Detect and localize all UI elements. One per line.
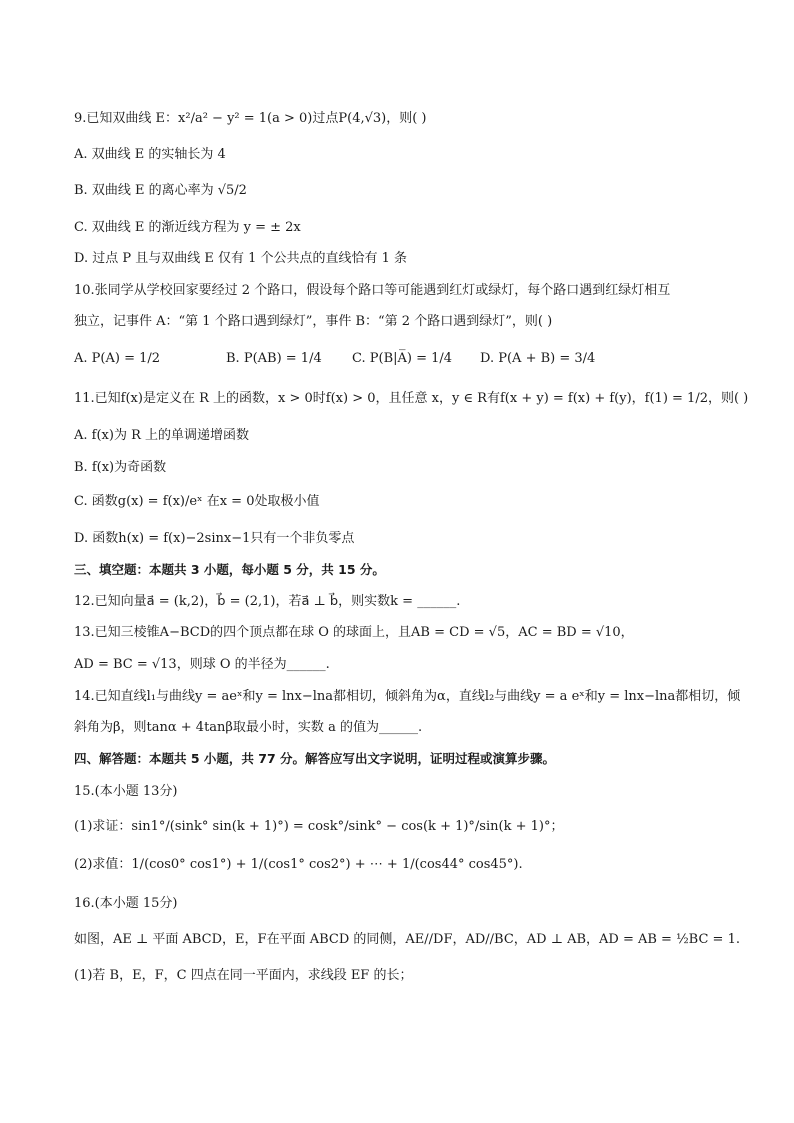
line-q16a: 如图，AE ⊥ 平面 ABCD，E，F在平面 ABCD 的同侧，AE//DF，AD//BC，AD ⊥ AB，AD = AB = ½BC = 1.: [74, 932, 740, 947]
line-sec4: 四、解答题：本题共 5 小题，共 77 分。解答应写出文字说明，证明过程或演算步骤。: [74, 751, 556, 766]
line-q15b: (2)求值：1/(cos0° cos1°) + 1/(cos1° cos2°) + ⋯ + 1/(cos44° cos45°).: [74, 857, 523, 872]
line-q11b: B. f(x)为奇函数: [74, 460, 167, 475]
option-q10-D: D. P(A + B) = 3/4: [480, 351, 596, 366]
line-q15a: (1)求证：sin1°/(sink° sin(k + 1)°) = cosk°/sink° − cos(k + 1)°/sin(k + 1)°；: [74, 819, 564, 834]
line-q14b: 斜角为β，则tanα + 4tanβ取最小时，实数 a 的值为______.: [74, 720, 423, 735]
line-q9a: A. 双曲线 E 的实轴长为 4: [74, 147, 226, 162]
line-q9: 9.已知双曲线 E：x²/a² − y² = 1(a > 0)过点P(4,√3)，则( ): [74, 111, 427, 126]
line-q11: 11.已知f(x)是定义在 R 上的函数，x > 0时f(x) > 0，且任意 x，y ∈ R有f(x + y) = f(x) + f(y)，f(1) = 1/2，则( ): [74, 391, 749, 406]
line-q11a: A. f(x)为 R 上的单调递增函数: [74, 428, 249, 443]
option-q10-A: A. P(A) = 1/2: [74, 351, 161, 366]
line-q10: 10.张同学从学校回家要经过 2 个路口，假设每个路口等可能遇到红灯或绿灯，每个路口遇到红绿灯相互: [74, 283, 671, 298]
line-q10b: 独立，记事件 A：“第 1 个路口遇到绿灯”，事件 B：“第 2 个路口遇到绿灯”，则( ): [74, 314, 553, 329]
line-q15: 15.(本小题 13分): [74, 784, 178, 799]
line-q11d: D. 函数h(x) = f(x)−2sinx−1只有一个非负零点: [74, 531, 355, 546]
option-q10-C: C. P(B|A̅) = 1/4: [352, 351, 453, 366]
line-q12: 12.已知向量a⃗ = (k,2)，b⃗ = (2,1)，若a⃗ ⊥ b⃗，则实数k = ______.: [74, 594, 461, 609]
line-q16b: (1)若 B，E，F，C 四点在同一平面内，求线段 EF 的长；: [74, 968, 413, 983]
line-q13: 13.已知三棱锥A−BCD的四个顶点都在球 O 的球面上，且AB = CD = √5，AC = BD = √10，: [74, 625, 634, 640]
line-q11c: C. 函数g(x) = f(x)/eˣ 在x = 0处取极小值: [74, 494, 320, 509]
line-sec3: 三、填空题：本题共 3 小题，每小题 5 分，共 15 分。: [74, 562, 385, 577]
line-q9c: C. 双曲线 E 的渐近线方程为 y = ± 2x: [74, 220, 301, 235]
line-q14: 14.已知直线l₁与曲线y = aeˣ和y = lnx−lna都相切，倾斜角为α，直线l₂与曲线y = a eˣ和y = lnx−lna都相切，倾: [74, 689, 741, 704]
line-q16: 16.(本小题 15分): [74, 896, 178, 911]
line-q9d: D. 过点 P 且与双曲线 E 仅有 1 个公共点的直线恰有 1 条: [74, 251, 408, 266]
line-q13b: AD = BC = √13，则球 O 的半径为______.: [74, 657, 330, 672]
option-q10-B: B. P(AB) = 1/4: [226, 351, 322, 366]
line-q9b: B. 双曲线 E 的离心率为 √5/2: [74, 183, 247, 198]
